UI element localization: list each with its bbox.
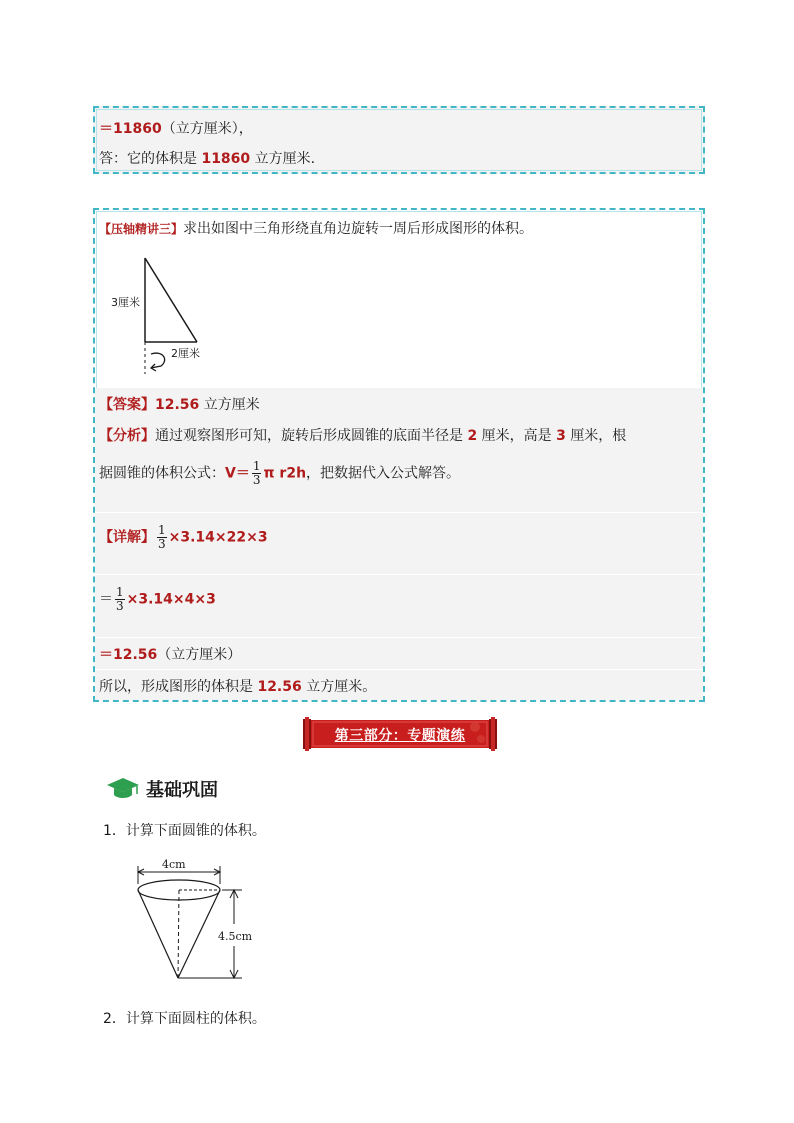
solution-box-2 <box>93 208 705 702</box>
conclusion-text-b: 立方厘米。 <box>306 679 377 695</box>
section-banner <box>303 717 497 751</box>
answer-unit: 立方厘米 <box>203 397 260 413</box>
analysis-text-a: 通过观察图形可知，旋转后形成圆锥的底面半径是 <box>155 428 463 444</box>
hypotenuse-edge <box>145 258 197 342</box>
triangle-rotation-figure <box>107 250 217 380</box>
fraction-denominator: 3 <box>252 473 261 487</box>
detail-fraction-2 <box>115 586 125 613</box>
problem-tag: 【压轴精讲三】 <box>99 222 184 236</box>
detail-expr-2: ×3.14×4×3 <box>126 591 216 608</box>
detail-label: 【详解】 <box>99 529 155 546</box>
analysis-text-c: 厘米，根 <box>570 428 627 444</box>
answer-value: 11860 <box>201 151 251 167</box>
detail-row-1 <box>99 524 268 551</box>
conclusion-text-a: 所以，形成图形的体积是 <box>99 679 253 695</box>
fraction-denominator: 3 <box>158 537 166 551</box>
section-title: 基础巩固 <box>146 780 218 801</box>
result-value: ＝11860 <box>99 121 162 137</box>
result-unit: （立方厘米）， <box>161 121 253 137</box>
analysis-label: 【分析】 <box>99 428 155 444</box>
cone-height-label: 4.5cm <box>218 930 253 943</box>
result-line <box>99 118 253 138</box>
question-2 <box>103 1008 266 1028</box>
banner-title: 第三部分：专题演练 <box>334 728 466 744</box>
question-text: 计算下面圆锥的体积。 <box>125 823 266 839</box>
height-value: 3 <box>556 428 566 444</box>
fraction-numerator: 1 <box>158 523 166 537</box>
answer-prefix: 答：它的体积是 <box>99 151 197 167</box>
solution-box-1 <box>93 106 705 174</box>
fraction-numerator: 1 <box>116 585 124 599</box>
analysis-text-b: 厘米，高是 <box>481 428 552 444</box>
conclusion-row <box>99 676 376 696</box>
question-number: 2． <box>103 1011 126 1027</box>
row-divider <box>95 574 703 575</box>
fraction-numerator: 1 <box>252 459 261 473</box>
question-text: 计算下面圆柱的体积。 <box>125 1011 266 1027</box>
row-divider <box>95 512 703 513</box>
equals-sign: ＝ <box>99 591 113 608</box>
formula-rest: π r2h <box>263 465 307 482</box>
conclusion-value: 12.56 <box>257 679 302 695</box>
detail-result-unit: （立方厘米） <box>157 647 242 663</box>
analysis-line2-b: ，把数据代入公式解答。 <box>306 465 461 482</box>
graduation-cap-icon <box>106 776 140 800</box>
problem-text: 求出如图中三角形绕直角边旋转一周后形成图形的体积。 <box>183 221 534 237</box>
cone-figure <box>130 858 270 988</box>
question-1 <box>103 820 266 840</box>
analysis-row-2 <box>99 460 460 487</box>
problem-line <box>99 218 533 238</box>
answer-line <box>99 148 315 168</box>
fraction-denominator: 3 <box>116 599 124 613</box>
answer-number: 12.56 <box>155 397 200 413</box>
formula-v: V＝ <box>225 465 250 482</box>
analysis-line2-a: 据圆锥的体积公式： <box>99 465 225 482</box>
base-label: 2厘米 <box>171 347 200 360</box>
detail-expr-1: ×3.14×22×3 <box>168 529 268 546</box>
detail-result-value: ＝12.56 <box>99 647 158 663</box>
row-divider <box>95 637 703 638</box>
solution-band <box>95 388 703 700</box>
radius-value: 2 <box>467 428 478 444</box>
formula-fraction <box>252 460 262 487</box>
diameter-label: 4cm <box>162 858 186 871</box>
detail-row-2 <box>99 586 216 613</box>
analysis-row-1 <box>99 425 626 445</box>
detail-row-3 <box>99 644 241 664</box>
cone-height-line <box>178 890 179 978</box>
question-number: 1． <box>103 823 126 839</box>
height-label: 3厘米 <box>111 296 140 309</box>
detail-fraction-1 <box>157 524 167 551</box>
answer-row <box>99 394 260 414</box>
answer-suffix: 立方厘米. <box>254 151 316 167</box>
answer-label: 【答案】 <box>99 397 155 413</box>
row-divider <box>95 669 703 670</box>
